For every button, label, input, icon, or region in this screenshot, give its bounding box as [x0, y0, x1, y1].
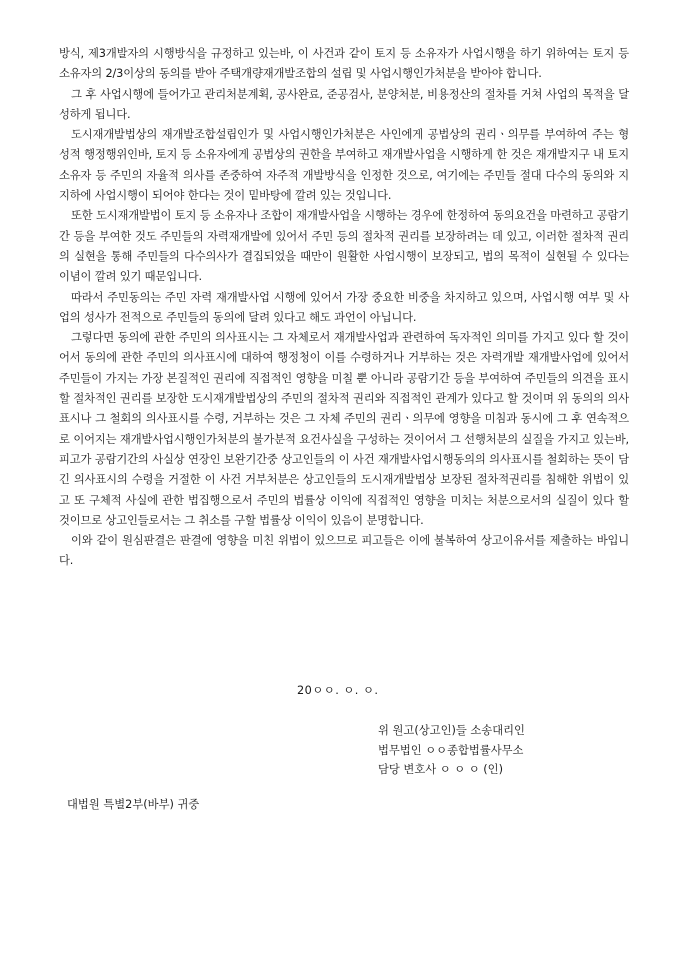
signature-block [378, 721, 525, 780]
paragraph: 방식, 제3개발자의 시행방식을 규정하고 있는바, 이 사건과 같이 토지 등 소유자가 사업시행을 하기 위하여는 토지 등 소유자의 2/3이상의 동의를 받아 주택개량재개발조합의 설립 및 사업시행인가처분을 받아야 합니다. [59, 47, 629, 81]
paragraph: 그 후 사업시행에 들어가고 관리처분계획, 공사완료, 준공검사, 분양처분, 비용정산의 절차를 거쳐 사업의 목적을 달성하게 됩니다. [59, 87, 629, 121]
paragraph: 이와 같이 원심판결은 판결에 영향을 미친 위법이 있으므로 피고들은 이에 불복하여 상고이유서를 제출하는 바입니다. [59, 534, 629, 568]
signature-lawyer-line: 담당 변호사 ㅇ ㅇ ㅇ (인) [378, 763, 503, 776]
paragraph: 따라서 주민동의는 주민 자력 재개발사업 시행에 있어서 가장 중요한 비중을 차지하고 있으며, 사업시행 여부 및 사업의 성사가 전적으로 주민들의 동의에 달려 있다고 해도 과언이 아닙니다. [59, 290, 629, 324]
signature-firm-line: 법무법인 ㅇㅇ종합법률사무소 [378, 743, 524, 757]
paragraph: 그렇다면 동의에 관한 주민의 의사표시는 그 자체로서 재개발사업과 관련하여 독자적인 의미를 가지고 있다 할 것이어서 동의에 관한 주민의 의사표시에 대하여 행정청이 이를 수령하거나 거부하는 것은 자력개발 재개발사업에 있어서 주민들이 가지는 가장 본질적인 권리에 직접적인 영향을 미칠 뿐 아니라 공람기간 등을 부여하여 주민들의 의견을 표시할 절차적인 권리를 보장한 도시재개발법상의 주민의 절차적 권리와 직접적인 관계가 있다고 할 것이며 위 동의의 의사표시나 그 철회의 의사표시를 수령, 거부하는 것은 그 자체 주민의 권리ㆍ의무에 영향을 미침과 동시에 그 후 연속적으로 이어지는 재개발사업시행인가처분의 불가분적 요건사실을 구성하는 것이어서 그 선행처분의 실질을 가지고 있는바, 피고가 공람기간의 사실상 연장인 보완기간중 상고인들의 이 사건 재개발사업시행동의의 의사표시를 철회하는 뜻이 담긴 의사표시의 수령을 거절한 이 사건 거부처분은 상고인들의 도시재개발법상 보장된 절차적권리를 침해한 위법이 있고 또 구체적 사실에 관한 법집행으로서 주민의 법률상 이익에 직접적인 영향을 미치는 처분으로서의 실질이 있다 할 것이므로 상고인들로서는 그 취소를 구할 법률상 이익이 있음이 분명합니다. [59, 331, 629, 527]
recipient-court: 대법원 특별2부(바부) 귀중 [67, 798, 200, 811]
paragraph: 도시재개발법상의 재개발조합설립인가 및 사업시행인가처분은 사인에게 공법상의 권리ㆍ의무를 부여하여 주는 형성적 행정행위인바, 토지 등 소유자에게 공법상의 권한을 부여하고 재개발사업을 시행하게 한 것은 재개발지구 내 토지소유자 등 주민의 자율적 의사를 존중하여 자주적 개발방식을 인정한 것으로, 여기에는 주민들 절대 다수의 동의와 지지하에 사업시행이 되어야 한다는 것이 밑바탕에 깔려 있는 것입니다. [59, 128, 629, 203]
paragraph: 또한 도시재개발법이 토지 등 소유자나 조합이 재개발사업을 시행하는 경우에 한정하여 동의요건을 마련하고 공람기간 등을 부여한 것도 주민들의 자력재개발에 있어서 주민 등의 절차적 권리를 보장하려는 데 있고, 이러한 절차적 권리의 실현을 통해 주민들의 다수의사가 결집되었을 때만이 원활한 사업시행이 보장되고, 법의 목적이 실현될 수 있다는 이념이 깔려 있기 때문입니다. [59, 209, 629, 284]
signature-attorney-line: 위 원고(상고인)들 소송대리인 [378, 724, 525, 737]
document-body [59, 44, 629, 572]
document-date: 20ㅇㅇ. ㅇ. ㅇ. [297, 684, 379, 697]
